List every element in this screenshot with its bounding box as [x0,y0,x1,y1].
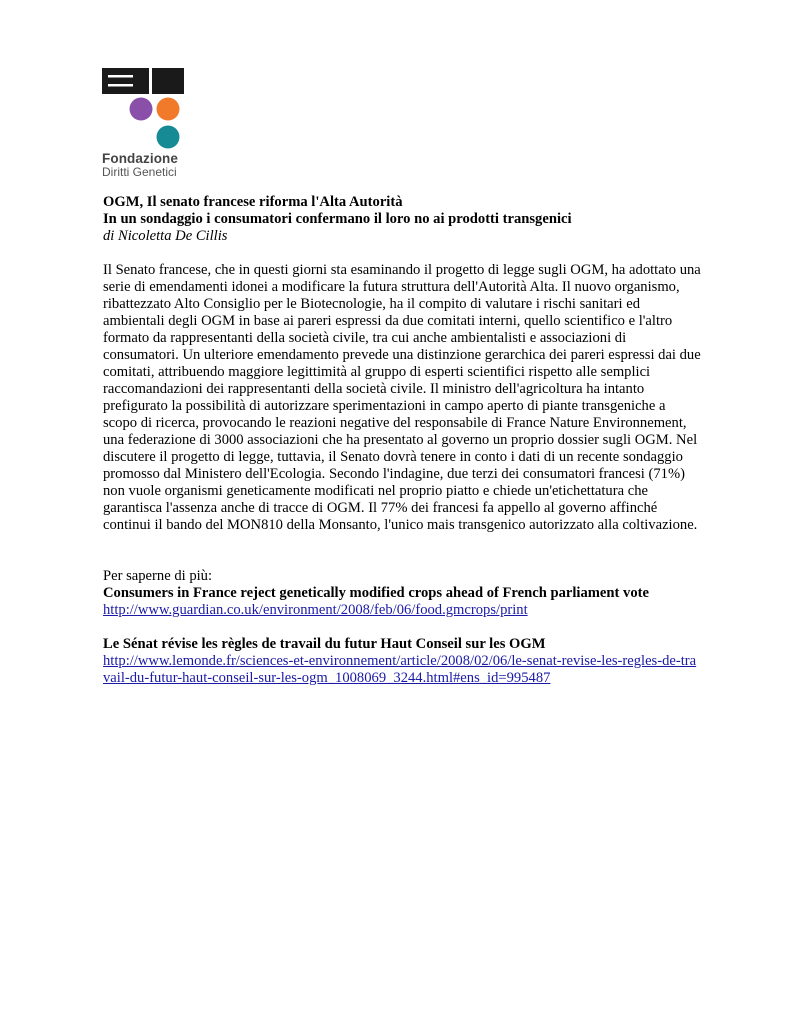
more-info-label: Per saperne di più: [103,568,213,584]
link-2-title: Le Sénat révise les règles de travail du futur Haut Conseil sur les OGM [103,636,546,652]
logo-mark-icon [102,68,184,150]
article-author: di Nicoletta De Cillis [103,228,228,244]
link-1-url[interactable]: http://www.guardian.co.uk/environment/2008/feb/06/food.gmcrops/print [103,602,528,618]
fondazione-logo [102,68,186,179]
article-subtitle: In un sondaggio i consumatori confermano il loro no ai prodotti transgenici [103,211,572,227]
article-body: Il Senato francese, che in questi giorni sta esaminando il progetto di legge sugli OGM, ha adottato una serie di emendamenti idonei a modificare la futura struttura dell'Autorità Alta. Il nuovo organismo, ribattezzato Alto Consiglio per le Biotecnologie, ha il compito di valutare i rischi sanitari ed ambientali degli OGM in base ai pareri espressi da due comitati interni, quello scientifico e l'altro formato da rappresentanti della società civile, tra cui anche ambientalisti e associazioni di consumatori. Un ulteriore emendamento prevede una distinzione gerarchica dei pareri espressi dai due comitati, attribuendo maggiore legittimità al gruppo di esperti scientifici rispetto alle semplici raccomandazioni dei rappresentanti della società civile. Il ministro dell'agricoltura ha intanto prefigurato la possibilità di autorizzare sperimentazioni in campo aperto di piante transgeniche a scopo di ricerca, provocando le reazioni negative del responsabile di France Nature Environnement, una federazione di 3000 associazioni che ha presentato al governo un proprio dossier sugli OGM. Nel discutere il progetto di legge, tuttavia, il Senato dovrà tenere in conto i dati di un recente sondaggio promosso dal Ministero dell'Ecologia. Secondo l'indagine, due terzi dei consumatori francesi (71%) non vuole organismi geneticamente modificati nel proprio piatto e chiede un'etichettatura che garantisca l'assenza anche di tracce di OGM. Il 77% dei francesi fa appello al governo affinché continui il bando del MON810 della Monsanto, l'unico mais transgenico autorizzato alla coltivazione. [103,262,701,533]
logo-subtitle: Diritti Genetici [102,165,177,179]
article-title: OGM, Il senato francese riforma l'Alta Autorità [103,194,403,210]
link-2-url[interactable]: http://www.lemonde.fr/sciences-et-environnement/article/2008/02/06/le-senat-revise-les-regles-de-travail-du-futur-haut-conseil-sur-les-ogm_1008069_3244.html#ens_id=995487 [103,653,697,686]
logo-name: Fondazione [102,151,178,166]
link-1-title: Consumers in France reject genetically modified crops ahead of French parliament vote [103,585,649,601]
article [103,194,703,687]
